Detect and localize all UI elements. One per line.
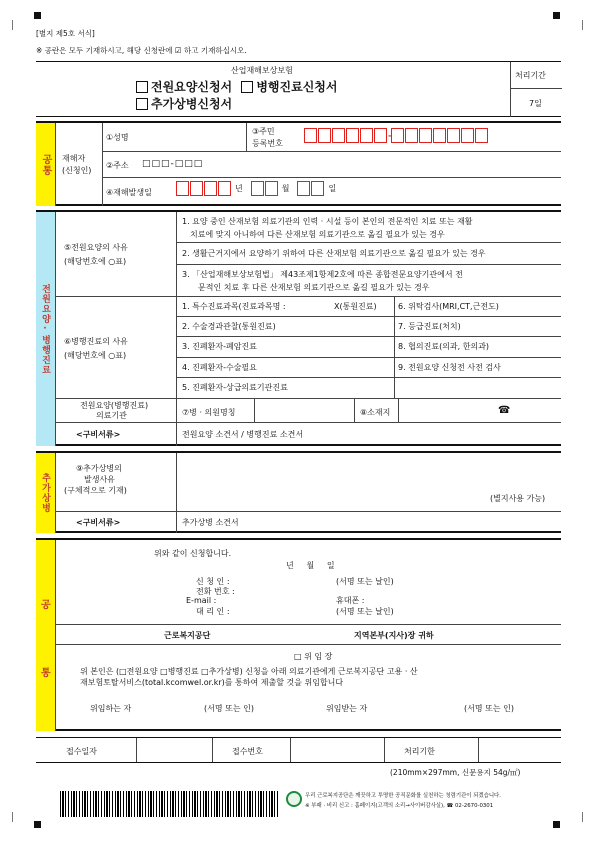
title-option-additional[interactable]: 추가상병신청서 <box>136 95 232 112</box>
name-label: ①성명 <box>106 133 129 142</box>
transfer-section <box>36 210 561 446</box>
additional-docs-label: <구비서류> <box>76 518 121 527</box>
paper-spec: (210mm×297mm, 신문용지 54g/㎡) <box>390 768 521 777</box>
parallel-item-9[interactable]: 9. 전원요양 신청전 사전 검사 <box>398 363 501 372</box>
sign-date: 년 월 일 <box>286 561 335 570</box>
integrity-notice-2: ※ 부패 · 비리 신고 : 홈페이지(고객의 소리→사이버감사실), ☎ 02-2670-0301 <box>305 803 494 809</box>
parallel-reason-sub: (해당번호에 ○표) <box>64 351 127 360</box>
parallel-item-7[interactable]: 7. 등급진료(처치) <box>398 322 461 331</box>
additional-side-label: 추가상병 <box>36 453 56 533</box>
recipient-right: 지역본부(지사)장 귀하 <box>354 631 434 640</box>
transfer-reason-label: ⑤전원요양의 사유 <box>64 243 128 252</box>
rrn-label-b: 등록번호 <box>252 139 283 148</box>
rrn-label-a: ③주민 <box>252 127 275 136</box>
receipt-no-label: 접수번호 <box>232 747 263 756</box>
applicant-sign-label: 신 청 인 : <box>196 577 230 586</box>
transfer-docs-label: <구비서류> <box>76 430 121 439</box>
period-box <box>510 62 561 117</box>
applicant-sign-note: (서명 또는 날인) <box>336 577 394 586</box>
common-side-label: 공통 <box>36 123 56 206</box>
address-label: ②주소 <box>106 161 129 170</box>
parallel-item-3[interactable]: 3. 진폐환자-폐암진료 <box>182 342 257 351</box>
period-value: 7일 <box>529 99 542 108</box>
parallel-item-1-note: X(통원진료) <box>334 302 377 311</box>
institution-label-b: 의료기관 <box>96 411 127 420</box>
additional-reason-b: 발생사유 <box>84 475 115 484</box>
delegation-text-2: 재보험토탈서비스(total.kcomwel.or.kr)를 통하여 제출할 것을 위임합니다 <box>80 678 344 687</box>
transfer-reason-3b: 문적인 치료 후 다른 산재보험 의료기관으로 옮길 필요가 있는 경우 <box>198 283 430 292</box>
recipient-left: 근로복지공단 <box>164 631 211 640</box>
transfer-reason-sub: (해당번호에 ○표) <box>64 257 127 266</box>
agency-name: 산업재해보상보험 <box>231 66 293 75</box>
sign-side-bar <box>36 540 56 731</box>
form-label: [별지 제5호 서식] <box>36 29 95 38</box>
rrn-input[interactable]: - <box>304 128 489 143</box>
parallel-reason-label: ⑥병행진료의 사유 <box>64 337 128 346</box>
agency-logo-icon <box>286 791 302 807</box>
additional-section <box>36 451 561 533</box>
crop-tick <box>582 20 583 30</box>
crop-tick <box>12 20 13 30</box>
transfer-reason-3a[interactable]: 3. 「산업재해보상보험법」 제43조제1항제2호에 따른 종합전문요양기관에서 전 <box>182 270 463 279</box>
parallel-item-5[interactable]: 5. 진폐환자-상급의료기관진료 <box>182 383 288 392</box>
transfer-reason-1a[interactable]: 1. 요양 중인 산재보험 의료기관의 인력 · 시설 등이 본인의 전문적인 치료 또는 재활 <box>182 217 473 226</box>
instruction-text: ※ 공란은 모두 기재하시고, 해당 신청란에 ☑ 하고 기재하십시오. <box>36 46 247 55</box>
institution-name-label: ⑦병 · 의원명칭 <box>182 408 236 417</box>
delegatee-label: 위임받는 자 <box>326 704 368 713</box>
delegation-text-1: 위 본인은 (□전원요양 □병행진료 □추가상병) 신청을 아래 의료기관에게 근로복지공단 고용 · 산 <box>80 667 418 676</box>
phone-icon: ☎ <box>498 405 511 416</box>
crop-tick <box>12 812 13 822</box>
title-option-parallel: 병행진료신청서 <box>256 80 338 94</box>
delegatee-sign: (서명 또는 인) <box>464 704 514 713</box>
phone-label: 전화 번호 : <box>196 587 235 596</box>
title-option-transfer[interactable]: 전원요양신청서 병행진료신청서 <box>136 78 338 95</box>
checkbox-icon[interactable] <box>136 98 148 110</box>
agent-label: 대 리 인 : <box>196 607 230 616</box>
transfer-reason-1b: 치료에 맞지 아니하여 다른 산재보험 의료기관으로 옮길 필요가 있는 경우 <box>190 230 445 239</box>
institution-address-label: ⑧소재지 <box>360 408 391 417</box>
additional-docs-value: 추가상병 소견서 <box>182 518 239 527</box>
applicant-label: 재해자 <box>62 154 86 163</box>
barcode <box>60 791 280 817</box>
receipt-row <box>36 737 561 763</box>
additional-reason-a: ⑨추가상병의 <box>76 464 122 473</box>
applicant-sub: (신청인) <box>62 166 92 175</box>
corner-mark-tl <box>34 12 41 19</box>
address-boxes[interactable]: □□□-□□□ <box>142 159 204 169</box>
parallel-item-2[interactable]: 2. 수술경과관찰(통원진료) <box>182 322 276 331</box>
transfer-reason-2[interactable]: 2. 생활근거지에서 요양하기 위하여 다른 산재보험 의료기관으로 옮길 필요가 있는 경우 <box>182 249 486 258</box>
date-input[interactable]: 년 월 일 <box>176 181 336 196</box>
agent-sign-note: (서명 또는 날인) <box>336 607 394 616</box>
corner-mark-bl <box>34 821 41 828</box>
delegator-label: 위임하는 자 <box>90 704 132 713</box>
transfer-side-label: 전원요양·병행진료 <box>36 212 56 446</box>
processing-deadline-label: 처리기한 <box>404 747 435 756</box>
receipt-date-label: 접수일자 <box>66 747 97 756</box>
crop-tick <box>582 812 583 822</box>
period-label: 처리기간 <box>515 71 546 80</box>
sign-side-bottom: 통 <box>41 668 51 679</box>
common-section <box>36 121 561 206</box>
checkbox-icon[interactable] <box>241 81 253 93</box>
transfer-docs-value: 전원요양 소견서 / 병행진료 소견서 <box>182 430 304 439</box>
date-label: ④재해발생일 <box>106 188 152 197</box>
sign-side-top: 공 <box>41 600 51 611</box>
delegator-sign: (서명 또는 인) <box>204 704 254 713</box>
sign-section <box>36 538 561 731</box>
parallel-item-4[interactable]: 4. 진폐환자-수술필요 <box>182 363 257 372</box>
statement-text: 위와 같이 신청합니다. <box>154 549 232 558</box>
checkbox-icon[interactable] <box>136 81 148 93</box>
institution-label-a: 전원요양(병행진료) <box>80 401 149 410</box>
parallel-item-6[interactable]: 6. 위탁검사(MRI,CT,근전도) <box>398 302 499 311</box>
title-block <box>36 61 561 117</box>
mobile-label: 휴대폰 : <box>336 596 365 605</box>
delegation-title[interactable]: □ 위 임 장 <box>294 652 333 661</box>
corner-mark-br <box>553 821 560 828</box>
parallel-item-1[interactable]: 1. 특수진료과목(진료과목명 : <box>182 302 286 311</box>
integrity-notice-1: 우리 근로복지공단은 깨끗하고 투명한 공직문화를 실천하는 청렴기관이 되겠습니다. <box>305 793 501 799</box>
corner-mark-tr <box>553 12 560 19</box>
parallel-item-8[interactable]: 8. 협의진료(의과, 한의과) <box>398 342 490 351</box>
additional-reason-c: (구체적으로 기재) <box>64 486 127 495</box>
email-label: E-mail : <box>186 596 217 605</box>
attach-note: (별지사용 가능) <box>490 494 546 503</box>
